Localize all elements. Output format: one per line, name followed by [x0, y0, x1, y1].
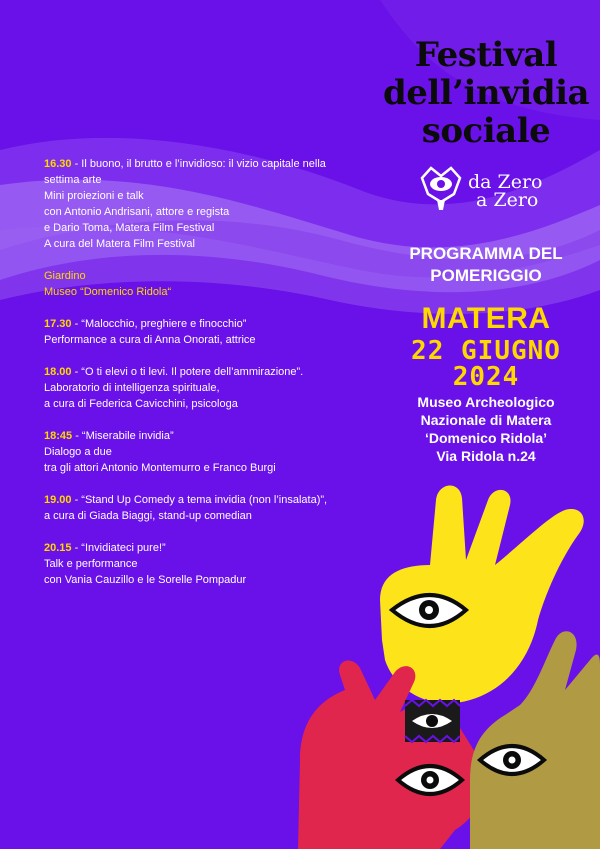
title-line-3: sociale [421, 111, 551, 151]
event-title: - “O ti elevi o ti levi. Il potere dell’ammirazione”. [71, 366, 304, 378]
title-line-1: Festival [414, 35, 558, 75]
event-line: Performance a cura di Anna Onorati, attrice [44, 334, 256, 346]
venue-line-1: Museo Archeologico [417, 394, 555, 410]
programma-line-1: PROGRAMMA DEL [409, 244, 563, 263]
event-title: - “Invidiateci pure!” [71, 542, 166, 554]
event-time: 20.15 [44, 542, 72, 554]
event-line: e Dario Toma, Matera Film Festival [44, 222, 215, 234]
event-time: 19.00 [44, 494, 72, 506]
date-year: 2024 [452, 362, 520, 392]
event-line: a cura di Federica Cavicchini, psicologa [44, 398, 238, 410]
location-line: Giardino [44, 270, 86, 282]
event-line: a cura di Giada Biaggi, stand-up comedian [44, 510, 252, 522]
event-line: con Antonio Andrisani, attore e regista [44, 206, 230, 218]
event-time: 18.00 [44, 366, 72, 378]
event-line: con Vania Cauzillo e le Sorelle Pompadur [44, 574, 247, 586]
event-line: A cura del Matera Film Festival [44, 238, 195, 250]
event-line: Dialogo a due [44, 446, 112, 458]
event-time: 16.30 [44, 158, 72, 170]
event-title: - “Malocchio, preghiere e finocchio” [71, 318, 247, 330]
programma-line-2: POMERIGGIO [430, 266, 542, 285]
event-line: Talk e performance [44, 558, 138, 570]
event-line: tra gli attori Antonio Montemurro e Franco Burgi [44, 462, 276, 474]
city-name: MATERA [421, 302, 551, 335]
title-line-2: dell’invidia [382, 73, 590, 113]
logo-line-1: da Zero [468, 171, 543, 193]
logo-line-2: a Zero [476, 189, 539, 211]
event-line: Laboratorio di intelligenza spirituale, [44, 382, 220, 394]
date-day: 22 GIUGNO [411, 336, 561, 366]
event-time: 17.30 [44, 318, 72, 330]
center-eye-icon [405, 700, 460, 742]
venue-line-2: Nazionale di Matera [420, 412, 552, 428]
event-line: settima arte [44, 174, 102, 186]
event-title: - Il buono, il brutto e l’invidioso: il vizio capitale nella [71, 158, 326, 170]
event-title: - “Miserabile invidia” [72, 430, 174, 442]
event-title: - “Stand Up Comedy a tema invidia (non l’insalata)”, [71, 494, 328, 506]
event-time: 18:45 [44, 430, 73, 442]
location-line: Museo “Domenico Ridola“ [44, 286, 172, 298]
venue-line-4: Via Ridola n.24 [436, 448, 536, 464]
event-line: Mini proiezioni e talk [44, 190, 144, 202]
venue-line-3: ‘Domenico Ridola’ [424, 430, 548, 446]
